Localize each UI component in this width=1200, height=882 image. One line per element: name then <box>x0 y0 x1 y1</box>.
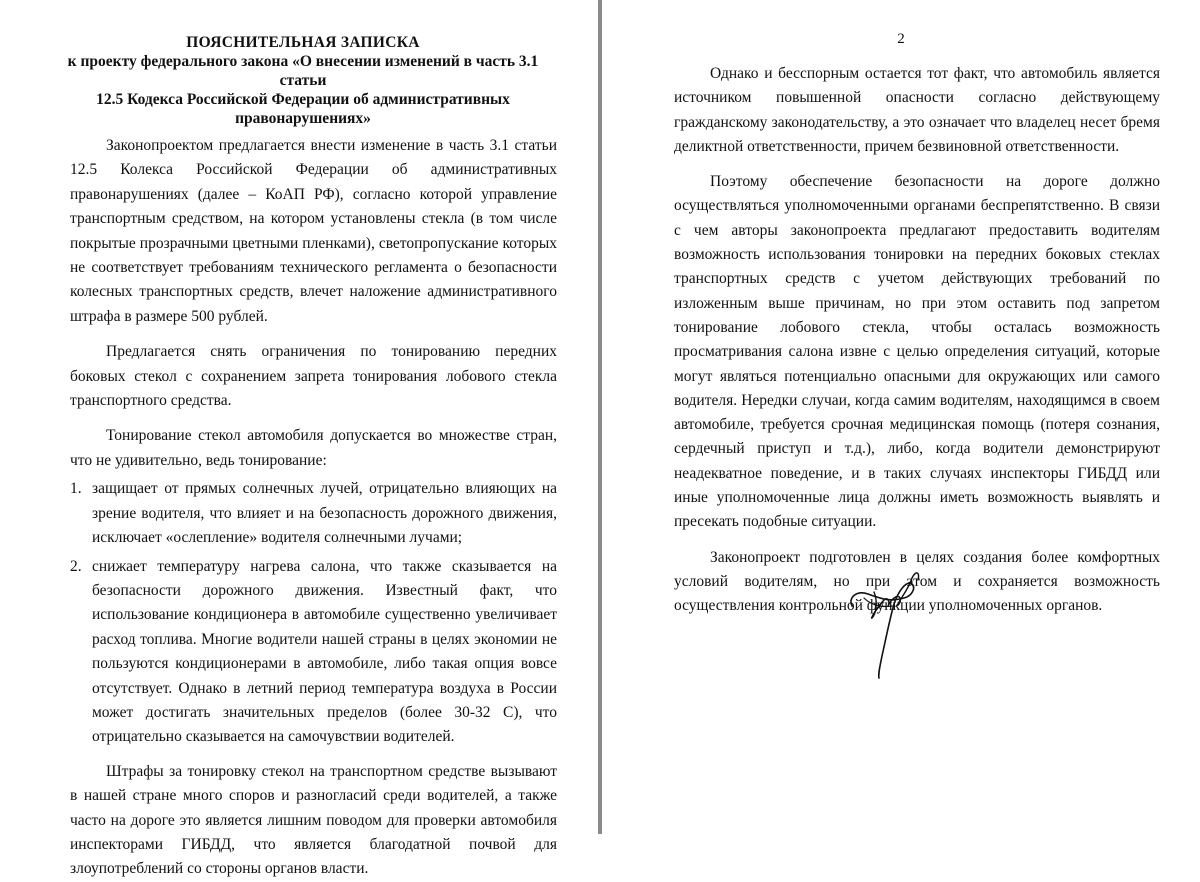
paragraph: Штрафы за тонировку стекол на транспортном средстве вызывают в нашей стране много споров и разногласий среди водителей, а также часто на дороге это является лишним поводом для проверки автомобиля инспекторами ГИБДД, что является благодатной почвой для злоупотреблений со стороны органов власти. <box>70 762 557 878</box>
paragraph: Законопроектом предлагается внести изменение в часть 3.1 статьи 12.5 Колекса Российской Федерации об административных правонарушениях (далее – КоАП РФ), согласно которой управление транспортным средством, на котором установлены стекла (в том числе покрытые прозрачными цветными пленками), светопропускание которых не соответствует требованиям технического регламента о безопасности колесных транспортных средств, влечет наложение административного штрафа в размере 500 рублей. <box>70 137 557 325</box>
list-item-number: 2. <box>70 557 82 575</box>
document-title: ПОЯСНИТЕЛЬНАЯ ЗАПИСКА <box>186 34 420 51</box>
list-item-text: защищает от прямых солнечных лучей, отрицательно влияющих на зрение водителя, что влияет и на безопасность дорожного движения, исключает «ослепление» водителя солнечными лучами; <box>92 480 557 547</box>
document-subtitle-line-1: к проекту федерального закона «О внесении изменений в часть 3.1 статьи <box>67 53 539 89</box>
paragraph: Тонирование стекол автомобиля допускается во множестве стран, что не удивительно, ведь тонирование: <box>70 427 557 469</box>
document-subtitle-line-3: правонарушениях» <box>235 110 371 127</box>
list-item <box>70 477 557 550</box>
page-number: 2 <box>897 31 905 47</box>
list-item <box>70 555 557 750</box>
document-subtitle-line-2: 12.5 Кодекса Российской Федерации об административных <box>96 91 510 108</box>
signature <box>846 568 926 680</box>
page-2-body <box>674 62 1160 619</box>
document-heading <box>60 33 546 128</box>
reasons-list <box>70 477 557 749</box>
paragraph: Законопроект подготовлен в целях создания более комфортных условий водителям, но при этом и сохраняется возможность осуществления контрольной функции уполномоченных органов. <box>674 548 1160 615</box>
page-1-body <box>70 134 557 882</box>
paragraph: Поэтому обеспечение безопасности на дороге должно осуществляться уполномоченными органами беспрепятственно. В связи с чем авторы законопроекта предлагают предоставить водителям возможность использования тонировки на передних боковых стеклах транспортных средств с учетом действующих требований по изложенным выше причинам, но при этом оставить под запретом тонирование лобового стекла, чтобы осталась возможность просматривания салона извне с целью определения ситуаций, которые могут являться потенциально опасными для окружающих или самого водителя. Нередки случаи, когда самим водителям, находящимся в своем автомобиле, требуется срочная медицинская помощь (потеря сознания, сердечный приступ и т.д.), либо, когда водители демонстрируют неадекватное поведение, и в таких случаях инспекторы ГИБДД или иные уполномоченные лица должны иметь возможность выявлять и пресекать подобные ситуации. <box>674 173 1160 531</box>
list-item-number: 1. <box>70 480 82 498</box>
paragraph: Предлагается снять ограничения по тонированию передних боковых стекол с сохранением запрета тонирования лобового стекла транспортного средства. <box>70 343 557 410</box>
page-2 <box>602 0 1200 834</box>
list-item-text: снижает температуру нагрева салона, что также сказывается на безопасности дорожного движения. Известный факт, что использование кондиционера в автомобиле существенно увеличивает расход топлива. Многие водители нашей страны в целях экономии не пользуются кондиционерами в автомобиле, либо такая опция вовсе отсутствует. Однако в летний период температура воздуха в России может достигать значительных пределов (более 30-32 С), что отрицательно сказывается на самочувствии водителей. <box>92 557 557 746</box>
page-1 <box>0 0 598 878</box>
paragraph: Однако и бесспорным остается тот факт, что автомобиль является источником повышенной опасности согласно действующему гражданскому законодательству, а это означает что владелец несет бремя деликтной ответственности, причем безвиновной ответственности. <box>674 65 1160 155</box>
